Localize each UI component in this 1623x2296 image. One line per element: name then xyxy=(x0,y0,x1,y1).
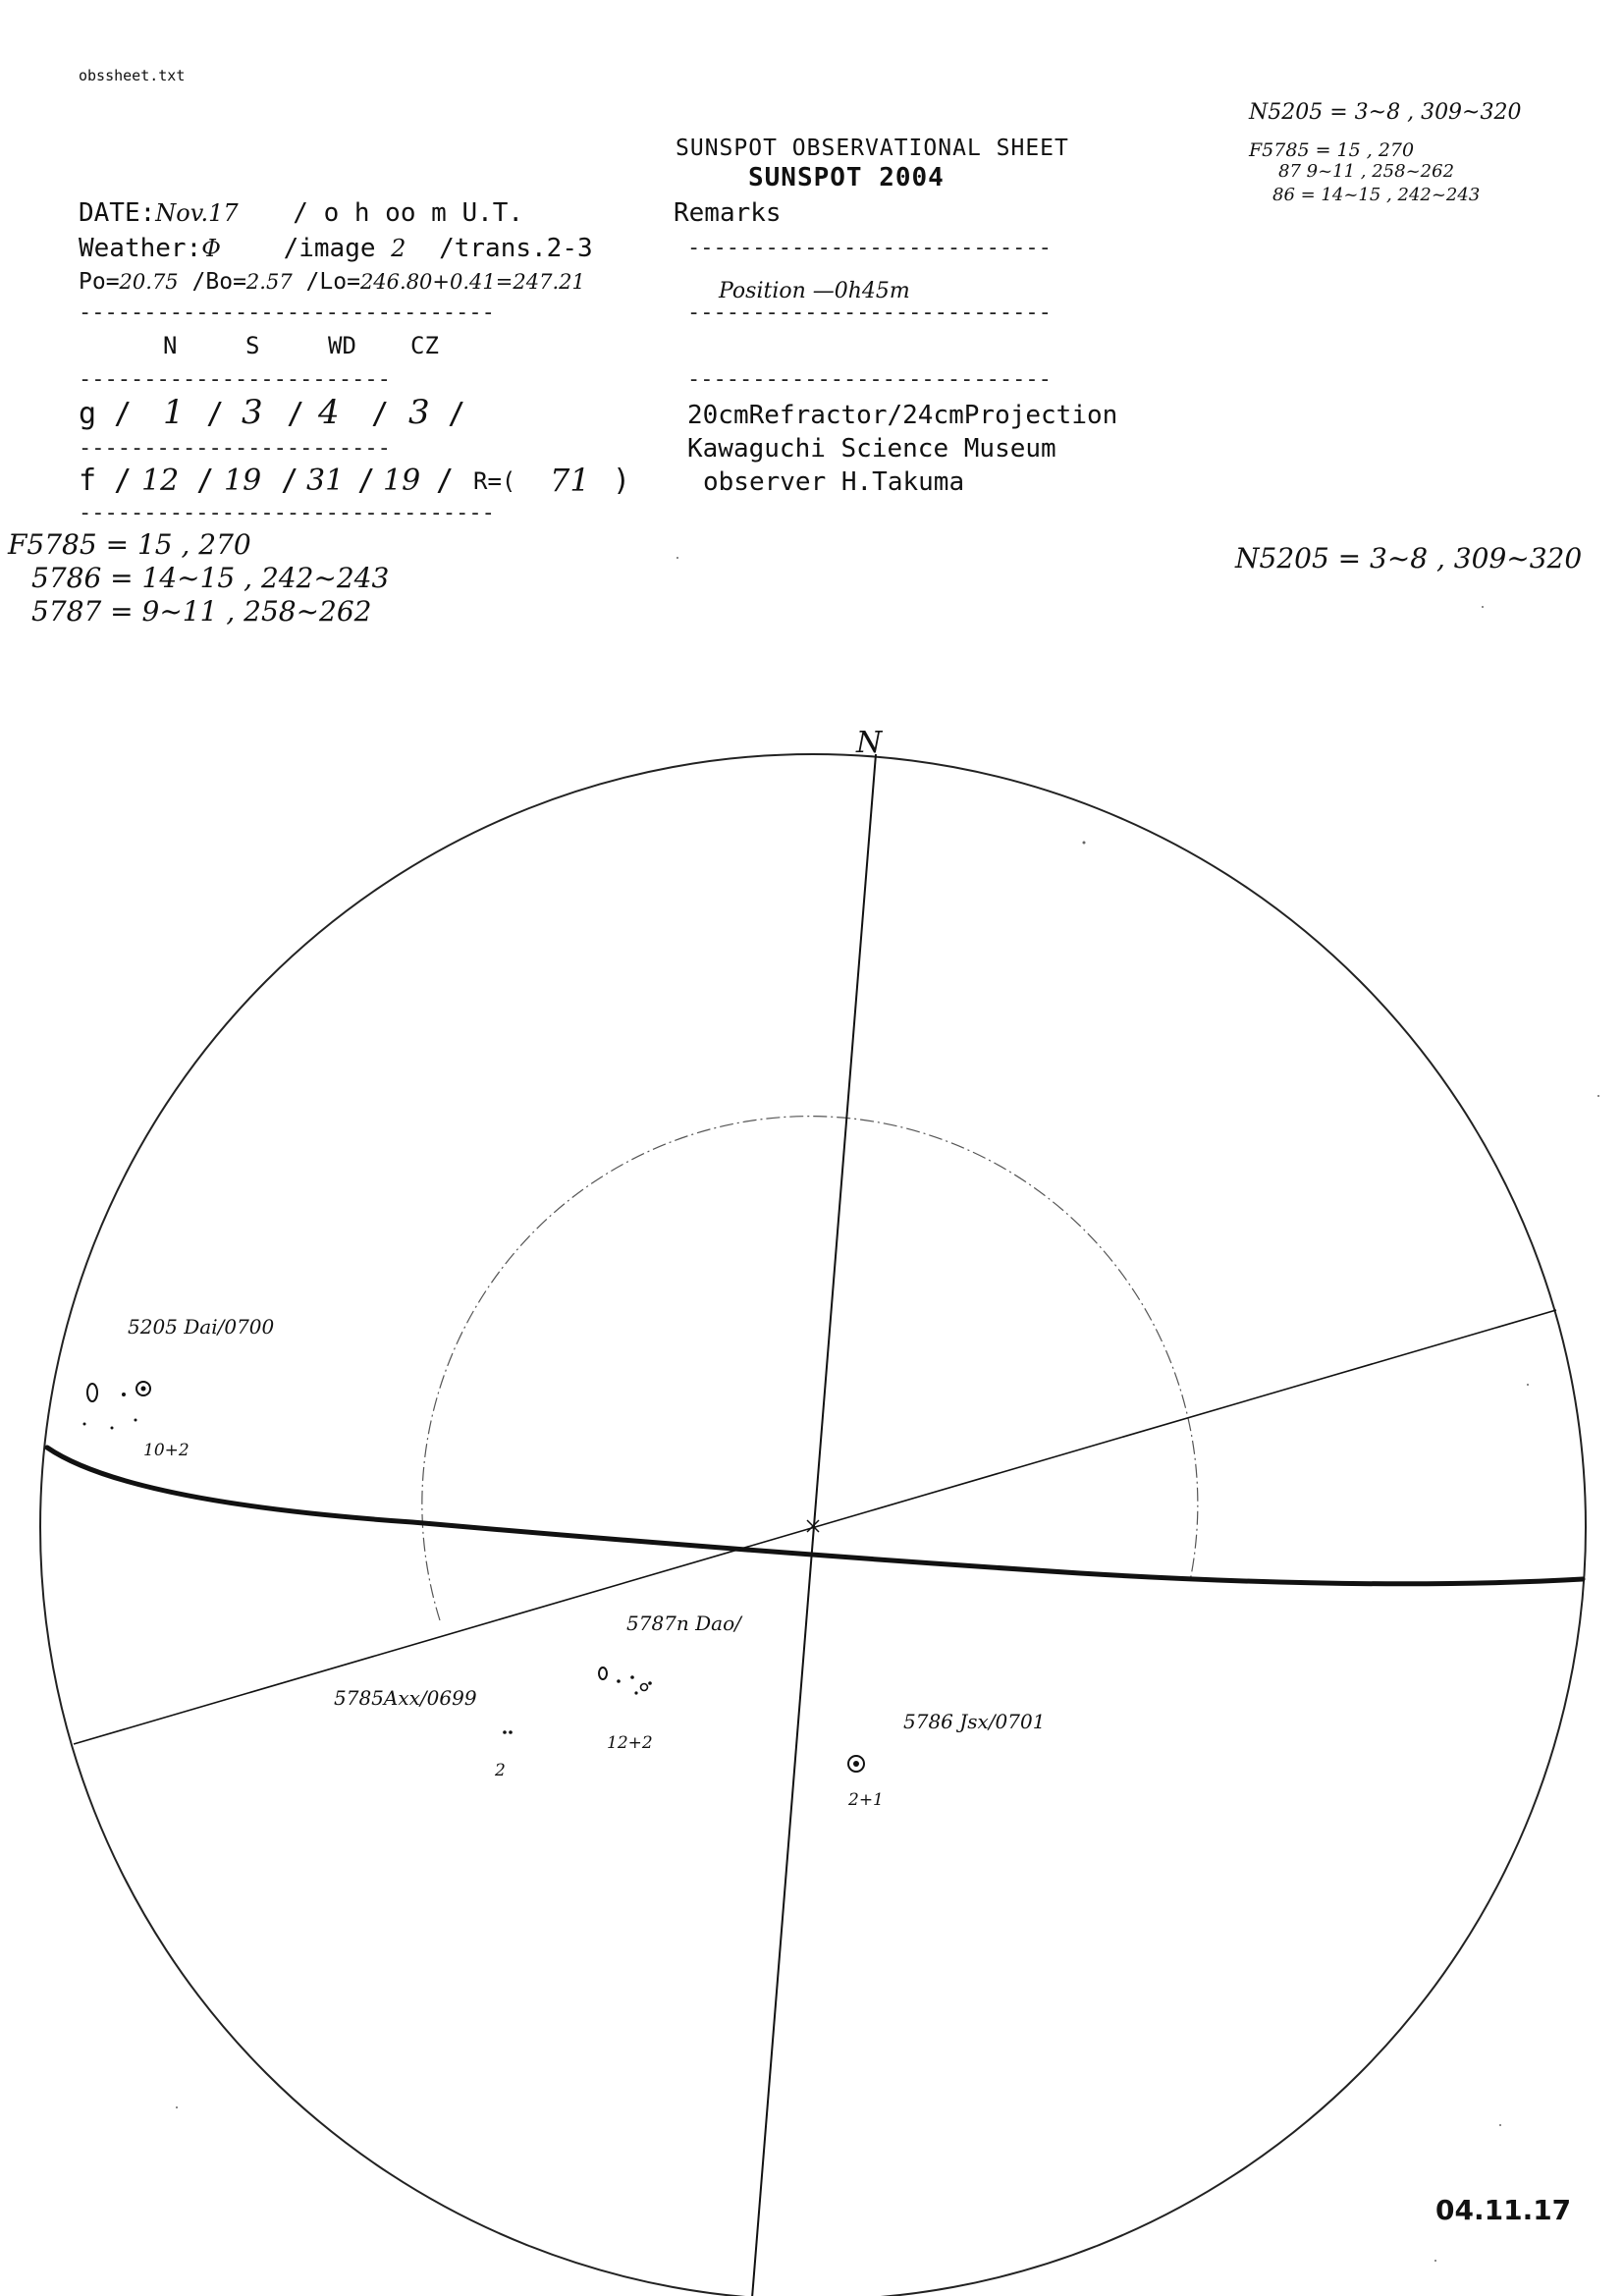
f-slash-3: / xyxy=(281,464,299,498)
group-5205-count: 10+2 xyxy=(143,1441,189,1460)
spot-5785-a xyxy=(503,1730,507,1734)
sheet-title: SUNSPOT OBSERVATIONAL SHEET xyxy=(676,136,1069,161)
header-wd: WD xyxy=(328,332,356,359)
group-5787-count: 12+2 xyxy=(607,1733,653,1753)
header-cz: CZ xyxy=(410,332,439,359)
separator-3: ------------------------ xyxy=(79,436,391,461)
g-slash-1: / xyxy=(114,397,133,431)
group-5786-label: 5786 Jsx/0701 xyxy=(903,1710,1046,1733)
note-top-right-2: F5785 = 15 , 270 xyxy=(1249,139,1415,161)
f-slash-5: / xyxy=(436,464,455,498)
remarks-separator-3: ---------------------------- xyxy=(687,367,1052,392)
date-value: Nov.17 xyxy=(155,199,239,227)
g-value-cz: 3 xyxy=(408,393,430,432)
f-value-n: 12 xyxy=(141,464,180,498)
sheet-subtitle: SUNSPOT 2004 xyxy=(748,163,945,192)
spot-5787-a xyxy=(599,1667,607,1679)
f-slash-4: / xyxy=(357,464,376,498)
spot-5787-b xyxy=(617,1679,621,1683)
lo-value: 246.80+0.41=247.21 xyxy=(359,270,585,294)
observer-line: observer H.Takuma xyxy=(703,467,965,497)
spot-5787-f xyxy=(634,1691,637,1694)
r-label: R=( xyxy=(473,467,516,495)
spot-5205-f xyxy=(135,1419,137,1422)
image-label: /image xyxy=(283,234,376,263)
date-label: DATE: xyxy=(79,198,156,228)
header-n: N xyxy=(163,332,178,359)
group-5786-count: 2+1 xyxy=(848,1790,884,1810)
group-5205-label: 5205 Dai/0700 xyxy=(128,1315,275,1339)
spot-5205-a xyxy=(87,1384,97,1401)
separator-4: -------------------------------- xyxy=(79,501,495,525)
north-mark: N xyxy=(856,726,883,760)
weather-label: Weather: xyxy=(79,234,202,263)
remarks-label: Remarks xyxy=(674,198,782,228)
note-top-right-1: N5205 = 3~8 , 309~320 xyxy=(1249,100,1522,125)
spot-5205-d xyxy=(83,1423,86,1426)
spot-5787-e xyxy=(648,1681,652,1685)
latitude-arc xyxy=(422,1117,1198,1620)
g-value-n: 1 xyxy=(163,393,185,432)
spot-5205-e xyxy=(111,1427,114,1430)
sunspot-group-5786 xyxy=(847,1710,1045,1810)
time-value: / o h oo m U.T. xyxy=(293,198,524,228)
f-row-label: f xyxy=(79,464,97,498)
image-value: 2 xyxy=(391,235,406,262)
spot-5205-b-core xyxy=(141,1387,146,1392)
po-value: 20.75 xyxy=(119,270,179,294)
lo-label: /Lo= xyxy=(305,269,360,295)
spot-5785-b xyxy=(509,1730,513,1734)
group-5785-label: 5785Axx/0699 xyxy=(334,1686,477,1710)
sunspot-group-5787 xyxy=(599,1612,743,1753)
bo-value: 2.57 xyxy=(245,270,293,294)
f-slash-1: / xyxy=(114,464,133,498)
r-close: ) xyxy=(613,464,631,498)
sunspot-group-5785 xyxy=(334,1686,513,1780)
file-name: obssheet.txt xyxy=(79,67,186,84)
group-5787-label: 5787n Dao/ xyxy=(626,1612,741,1635)
note-left-3: 5787 = 9~11 , 258~262 xyxy=(31,595,372,628)
g-slash-2: / xyxy=(206,397,225,431)
remarks-separator-2: ---------------------------- xyxy=(687,301,1052,325)
g-slash-3: / xyxy=(287,397,305,431)
header-s: S xyxy=(245,332,260,359)
g-value-wd: 4 xyxy=(318,393,340,432)
remarks-separator-1: ---------------------------- xyxy=(687,236,1052,260)
g-slash-5: / xyxy=(448,397,466,431)
separator-1: -------------------------------- xyxy=(79,301,495,325)
remarks-position-note: Position —0h45m xyxy=(719,279,910,303)
spot-5786-a-core xyxy=(853,1761,859,1767)
note-left-2: 5786 = 14~15 , 242~243 xyxy=(31,562,390,594)
f-value-cz: 19 xyxy=(383,464,421,498)
trans-label: /trans.2-3 xyxy=(439,234,593,263)
note-top-right-3: 87 9~11 , 258~262 xyxy=(1278,161,1455,182)
separator-2: ------------------------ xyxy=(79,367,391,392)
museum-line: Kawaguchi Science Museum xyxy=(687,434,1056,464)
r-value: 71 xyxy=(550,462,590,499)
group-5785-count: 2 xyxy=(495,1761,506,1780)
paper-specks xyxy=(176,557,1599,2262)
spot-5787-d xyxy=(641,1684,648,1691)
sunspot-group-5205 xyxy=(83,1315,275,1460)
f-value-s: 19 xyxy=(224,464,262,498)
weather-value: Φ xyxy=(201,235,221,262)
note-right: N5205 = 3~8 , 309~320 xyxy=(1235,542,1583,574)
f-value-wd: 31 xyxy=(306,464,345,498)
date-stamp: 04.11.17 xyxy=(1435,2194,1572,2226)
spot-5787-c xyxy=(630,1675,634,1679)
spot-5205-c xyxy=(122,1393,126,1396)
g-slash-4: / xyxy=(371,397,390,431)
bo-label: /Bo= xyxy=(191,269,246,295)
note-top-right-4: 86 = 14~15 , 242~243 xyxy=(1272,185,1481,205)
note-left-1: F5785 = 15 , 270 xyxy=(8,528,251,561)
po-label: Po= xyxy=(79,269,120,295)
equipment-line: 20cmRefractor/24cmProjection xyxy=(687,401,1118,430)
f-slash-2: / xyxy=(196,464,215,498)
g-row-label: g xyxy=(79,397,97,431)
g-value-s: 3 xyxy=(242,393,263,432)
